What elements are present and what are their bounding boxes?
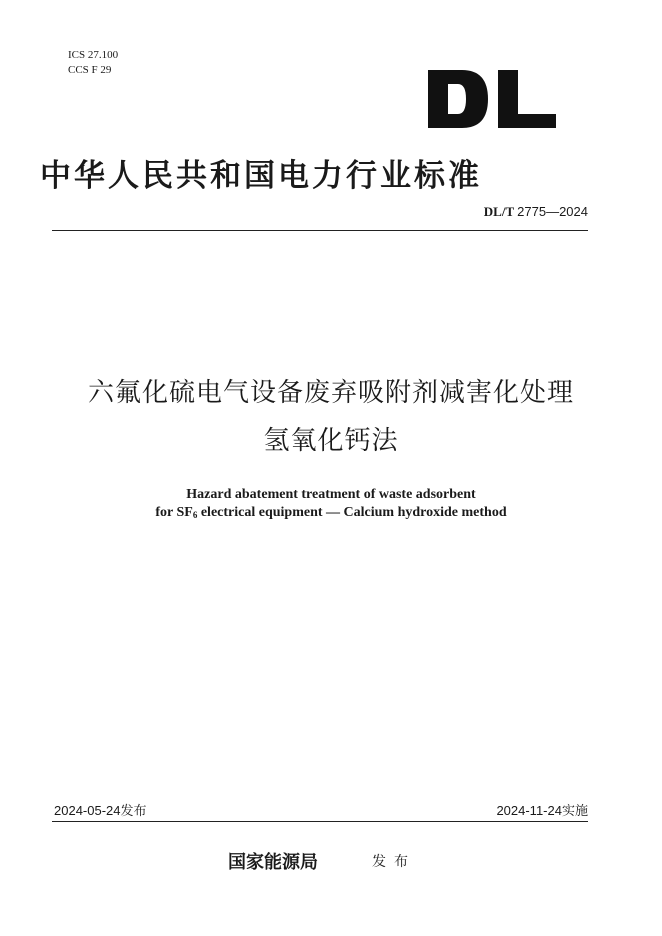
ccs-code: CCS F 29 — [68, 64, 112, 76]
chinese-title-line-2: 氢氧化钙法 — [263, 426, 399, 456]
standard-prefix: DL/T — [483, 204, 514, 219]
publish-label: 发布 — [120, 804, 147, 819]
english-title-part-a: for SF — [155, 505, 193, 520]
implement-date-value: 2024-11-24 — [496, 803, 562, 818]
ics-code: ICS 27.100 — [68, 49, 119, 61]
standard-code: 2775—2024 — [517, 204, 588, 219]
bottom-divider — [52, 821, 588, 822]
issuing-authority: 国家能源局 — [228, 852, 318, 873]
publish-date-value: 2024-05-24 — [54, 803, 121, 818]
issue-word: 发布 — [372, 854, 416, 870]
subscript-six: 6 — [192, 510, 198, 520]
implement-label: 实施 — [561, 804, 588, 819]
publish-date — [54, 800, 147, 819]
standard-number — [484, 204, 588, 220]
dl-logo — [428, 70, 556, 128]
chinese-title-line-1: 六氟化硫电气设备废弃吸附剂减害化处理 — [87, 378, 574, 408]
implement-date — [496, 800, 588, 819]
top-divider — [52, 230, 588, 231]
english-title-part-b: electrical equipment — Calcium hydroxide method — [197, 505, 507, 520]
english-title-line-2 — [0, 504, 662, 524]
organization-title: 中华人民共和国电力行业标准 — [40, 158, 482, 194]
english-title-line-1: Hazard abatement treatment of waste adsorbent — [186, 487, 476, 502]
classification-codes — [68, 48, 118, 78]
